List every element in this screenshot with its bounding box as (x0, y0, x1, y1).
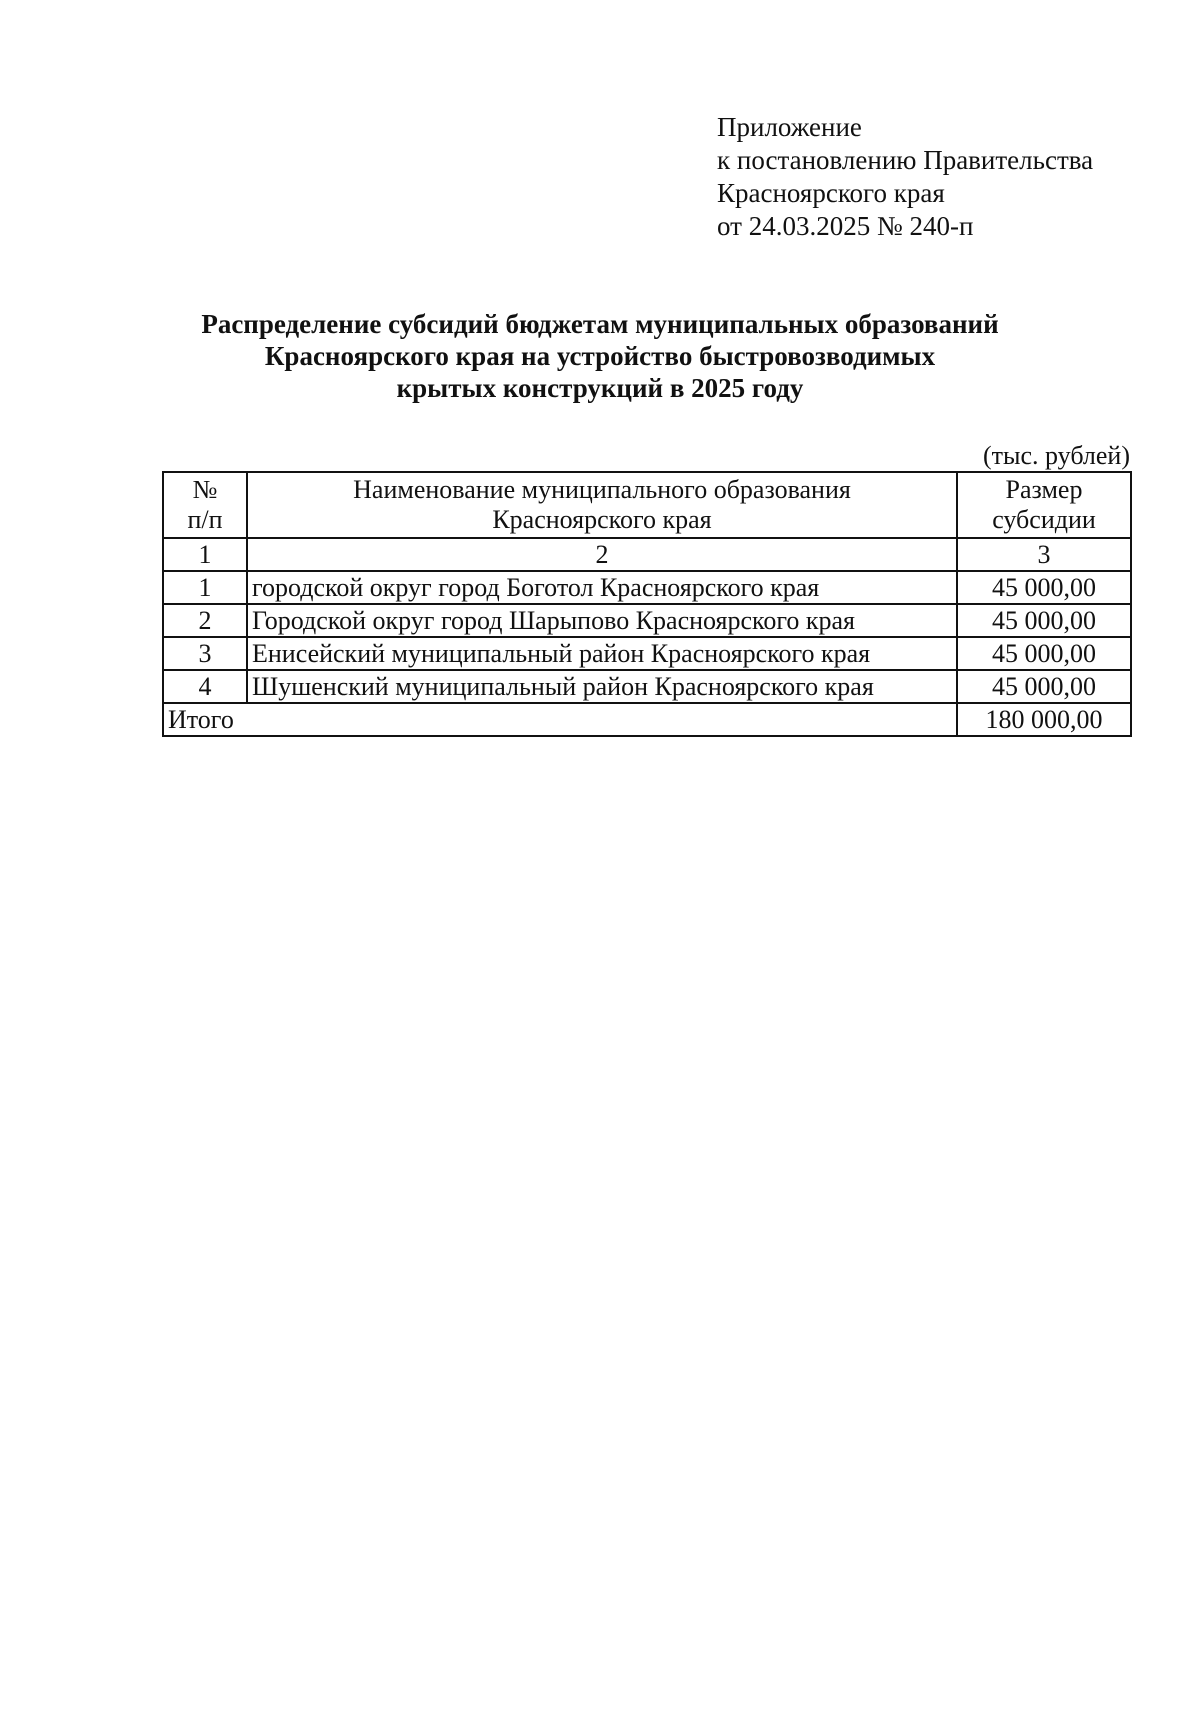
row-amount: 45 000,00 (957, 670, 1131, 703)
title-line: Красноярского края на устройство быстровозводимых (264, 341, 936, 371)
title-line: крытых конструкций в 2025 году (396, 373, 804, 403)
header-name-line: Наименование муниципального образования (353, 475, 851, 504)
column-index: 2 (247, 538, 957, 571)
header-sum-line: субсидии (992, 505, 1096, 534)
row-amount: 45 000,00 (957, 604, 1131, 637)
appendix-date-number: от 24.03.2025 № 240-п (717, 211, 974, 241)
row-name: Городской округ город Шарыпово Красноярского края (247, 604, 957, 637)
row-name: Шушенский муниципальный район Красноярского края (247, 670, 957, 703)
header-sum-line: Размер (1005, 475, 1083, 504)
header-num (163, 472, 247, 538)
table-row (163, 604, 1131, 637)
column-index-row (163, 538, 1131, 571)
row-amount: 45 000,00 (957, 571, 1131, 604)
appendix-line: к постановлению Правительства (717, 145, 1094, 175)
units-note: (тыс. рублей) (982, 441, 1130, 470)
header-name-line: Красноярского края (492, 505, 712, 534)
title-line: Распределение субсидий бюджетам муниципальных образований (201, 309, 999, 339)
table-header-row (163, 472, 1131, 538)
appendix-note (717, 111, 1093, 243)
total-row (163, 703, 1131, 736)
column-index: 3 (957, 538, 1131, 571)
document-title (150, 308, 1050, 404)
row-name: Енисейский муниципальный район Красноярского края (247, 637, 957, 670)
header-num-line: № (192, 475, 218, 504)
table-row (163, 571, 1131, 604)
header-sum (957, 472, 1131, 538)
row-num: 2 (163, 604, 247, 637)
column-index: 1 (163, 538, 247, 571)
header-num-line: п/п (187, 505, 223, 534)
table-row (163, 637, 1131, 670)
total-label: Итого (163, 703, 957, 736)
subsidy-table (162, 471, 1132, 737)
row-name: городской округ город Боготол Красноярского края (247, 571, 957, 604)
row-num: 3 (163, 637, 247, 670)
appendix-line: Приложение (717, 112, 862, 142)
header-name (247, 472, 957, 538)
total-amount: 180 000,00 (957, 703, 1131, 736)
row-amount: 45 000,00 (957, 637, 1131, 670)
row-num: 4 (163, 670, 247, 703)
table-row (163, 670, 1131, 703)
row-num: 1 (163, 571, 247, 604)
appendix-line: Красноярского края (717, 178, 945, 208)
